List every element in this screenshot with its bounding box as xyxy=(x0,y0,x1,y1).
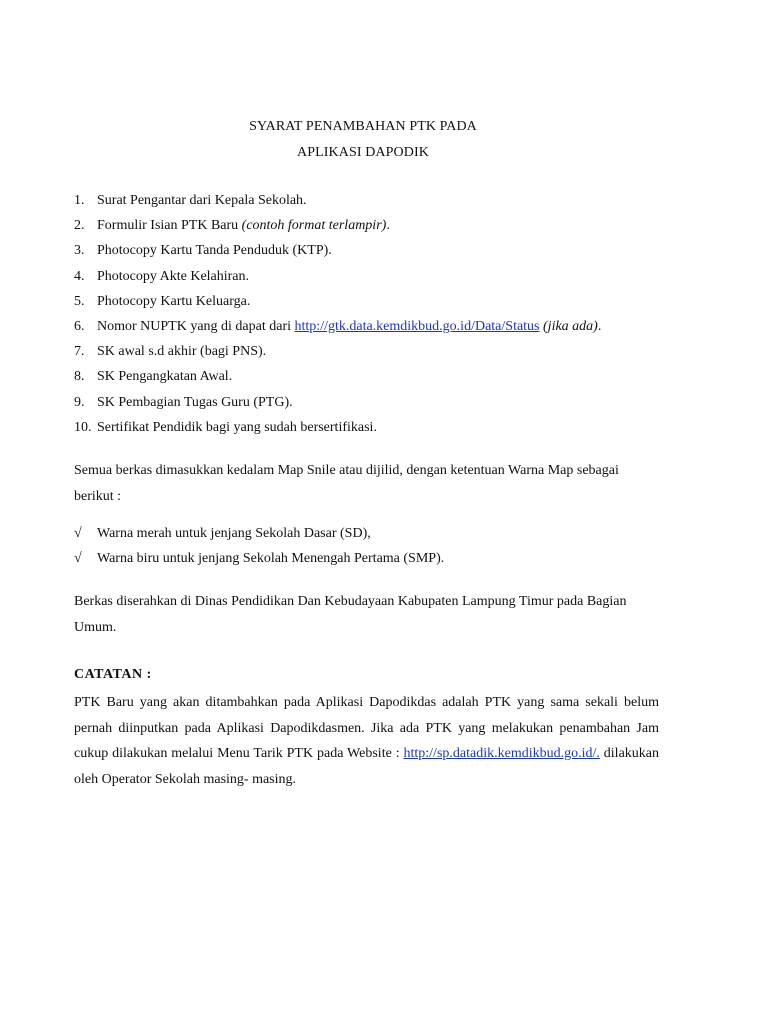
checklist-text: Warna biru untuk jenjang Sekolah Menengah Pertama (SMP). xyxy=(97,551,445,566)
item-number: 9. xyxy=(74,394,85,410)
item-number: 8. xyxy=(74,369,85,385)
notes-tail: dilakukan oleh Operator Sekolah masing- masing. xyxy=(74,746,659,787)
item-number: 4. xyxy=(74,268,85,284)
item-text: Photocopy Kartu Keluarga. xyxy=(97,293,251,309)
item-text: SK awal s.d akhir (bagi PNS). xyxy=(97,344,267,360)
notes-paragraph xyxy=(74,690,659,792)
doc-title-line2: APLIKASI DAPODIK xyxy=(297,145,429,160)
item-text: Sertifikat Pendidik bagi yang sudah bersertifikasi. xyxy=(97,419,377,435)
item-text: Nomor NUPTK yang di dapat dari xyxy=(97,318,295,334)
item-text: Formulir Isian PTK Baru xyxy=(97,218,242,234)
item-italic-note: (contoh format terlampir) xyxy=(241,218,387,234)
item-number: 7. xyxy=(74,344,85,360)
item-italic-note: (jika ada) xyxy=(539,318,598,334)
item-number: 2. xyxy=(74,218,85,234)
item-number: 1. xyxy=(74,193,85,208)
folder-instruction-paragraph: Semua berkas dimasukkan kedalam Map Snile atau dijilid, dengan ketentuan Warna Map sebagai berikut : xyxy=(74,463,619,504)
item-text: Photocopy Akte Kelahiran. xyxy=(97,268,250,284)
item-text: Photocopy Kartu Tanda Penduduk (KTP). xyxy=(97,243,332,259)
doc-title-line1: SYARAT PENAMBAHAN PTK PADA xyxy=(249,119,477,134)
checkmark-icon: √ xyxy=(74,551,82,566)
item-text-wrap xyxy=(97,216,390,236)
nuptk-link[interactable]: http://gtk.data.kemdikbud.go.id/Data/Status xyxy=(294,318,540,334)
item-number: 6. xyxy=(74,318,85,334)
item-number: 5. xyxy=(74,293,85,309)
notes-text: PTK Baru yang akan ditambahkan pada Aplikasi Dapodikdas adalah PTK yang sama sekali belum pernah diinputkan pada Aplikasi Dapodikdasmen. Jika ada PTK yang melakukan penambahan Jam cukup dilakukan melalui Menu Tarik PTK pada Website : xyxy=(74,695,659,761)
item-text: Surat Pengantar dari Kepala Sekolah. xyxy=(97,193,307,208)
item-text: SK Pembagian Tugas Guru (PTG). xyxy=(97,394,293,410)
item-text-wrap xyxy=(97,317,601,337)
item-text: SK Pengangkatan Awal. xyxy=(97,369,233,385)
notes-heading: CATATAN : xyxy=(74,667,152,682)
item-tail: . xyxy=(386,218,390,234)
item-number: 3. xyxy=(74,243,85,259)
item-number: 10. xyxy=(74,419,92,435)
item-tail: . xyxy=(597,318,602,334)
website-link[interactable]: http://sp.datadik.kemdikbud.go.id/. xyxy=(403,746,600,761)
submission-paragraph: Berkas diserahkan di Dinas Pendidikan Dan Kebudayaan Kabupaten Lampung Timur pada Bagian Umum. xyxy=(74,594,627,635)
checkmark-icon: √ xyxy=(74,526,82,541)
checklist-text: Warna merah untuk jenjang Sekolah Dasar (SD), xyxy=(97,526,371,541)
